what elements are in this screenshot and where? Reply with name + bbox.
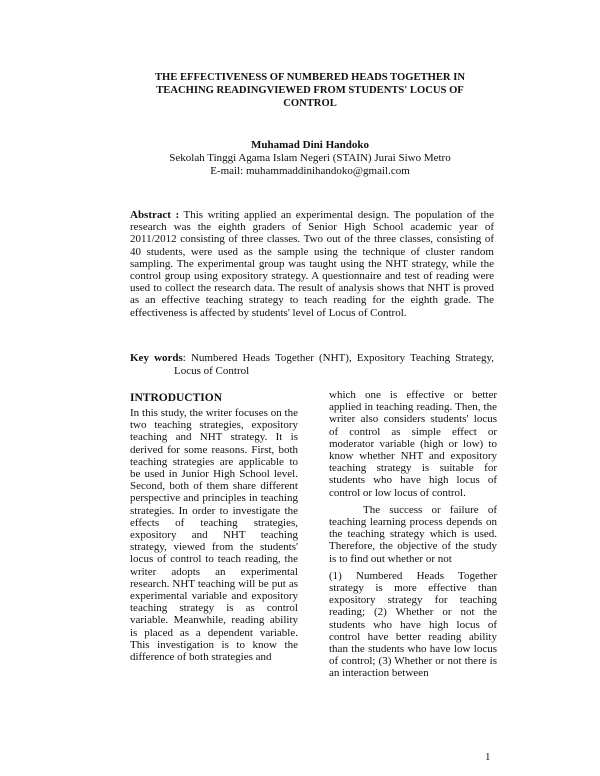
right-column-paragraph-1: which one is effective or better applied in teaching reading. Then, the writer also considers students' locus of control as simple effect or moderator variable (high or low) to know whether NHT and expository teaching strategy is suitable for students who have high locus of control or low locus of control. bbox=[329, 389, 497, 499]
right-column-paragraph-2: The success or failure of teaching learning process depends on the teaching strategy which is used. Therefore, the objective of the study is to find out whether or not bbox=[329, 503, 497, 565]
author-name: Muhamad Dini Handoko bbox=[251, 139, 369, 151]
abstract-text: This writing applied an experimental design. The population of the research was the eighth graders of Senior High School academic year of 2011/2012 consisting of three classes. Two out of the three classes, consisting of 40 students, were used as the sample using the technique of cluster random sampling. The experimental group was taught using the NHT strategy, while the control group using expository strategy. A questionnaire and test of reading were used to collect the research data. The result of analysis shows that NHT is proved as an effective teaching strategy to teach reading for the eighth grade. The effectiveness is affected by students' level of Locus of Control. bbox=[130, 209, 494, 319]
page-number: 1 bbox=[485, 751, 491, 763]
section-heading-introduction: INTRODUCTION bbox=[130, 392, 223, 404]
paper-title: THE EFFECTIVENESS OF NUMBERED HEADS TOGETHER IN TEACHING READINGVIEWED FROM STUDENTS' LOCUS OF CONTROL bbox=[154, 72, 466, 109]
abstract-label: Abstract : bbox=[130, 209, 180, 221]
keywords-label: Key words bbox=[130, 352, 183, 364]
right-column bbox=[329, 389, 497, 680]
author-email: E-mail: muhammaddinihandoko@gmail.com bbox=[210, 165, 410, 177]
left-column bbox=[130, 407, 298, 663]
keywords bbox=[130, 352, 494, 377]
right-column-paragraph-3: (1) Numbered Heads Together strategy is more effective than expository strategy for teaching reading; (2) Whether or not the students who have high locus of control have better reading ability than the students who have low locus of control; (3) Whether or not there is an interaction between bbox=[329, 569, 497, 680]
abstract bbox=[130, 209, 494, 319]
keywords-text: : Numbered Heads Together (NHT), Expository Teaching Strategy, Locus of Control bbox=[174, 352, 494, 377]
author-affiliation: Sekolah Tinggi Agama Islam Negeri (STAIN) Jurai Siwo Metro bbox=[169, 152, 451, 164]
left-column-paragraph: In this study, the writer focuses on the two teaching strategies, expository teaching and NHT strategy. It is derived for some reasons. First, both teaching strategies are applicable to be used in Junior High School level. Second, both of them share different perspective and principles in teaching strategies. In order to investigate the effects of teaching strategies, expository and NHT teaching strategy, viewed from the students' locus of control to teach reading, the writer adopts an experimental research. NHT teaching will be put as experimental variable and expository teaching strategy is as control variable. Meanwhile, reading ability is placed as a dependent variable. This investigation is to know the difference of both strategies and bbox=[130, 407, 298, 664]
